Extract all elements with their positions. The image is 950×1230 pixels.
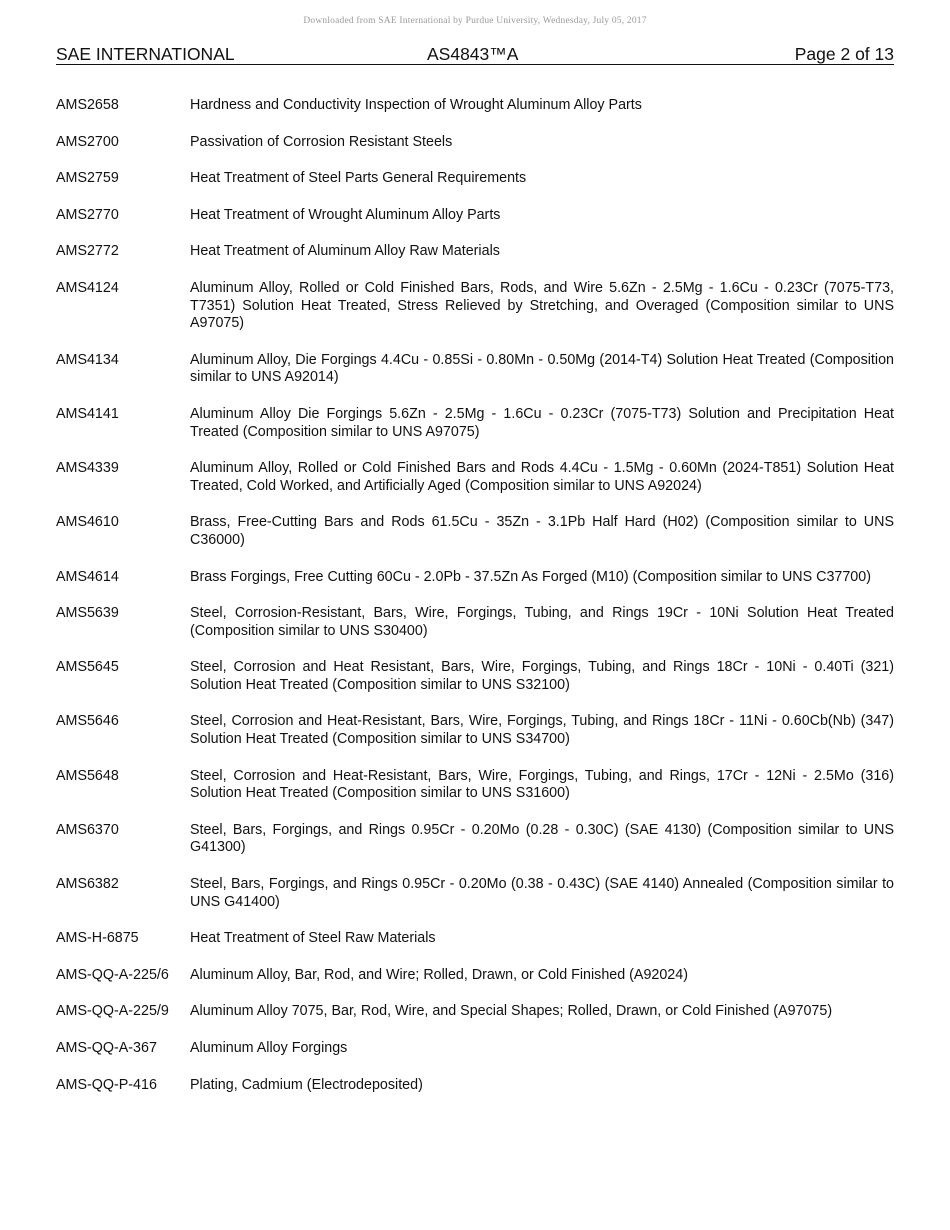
reference-item <box>56 243 894 261</box>
reference-title: Aluminum Alloy, Rolled or Cold Finished Bars and Rods 4.4Cu - 1.5Mg - 0.60Mn (2024-T851) Solution Heat Treated, Cold Worked, and Artificially Aged (Composition similar to UNS A92024) <box>190 460 894 494</box>
reference-code: AMS6382 <box>56 876 119 893</box>
reference-item <box>56 1040 894 1058</box>
reference-item <box>56 876 894 911</box>
reference-title: Heat Treatment of Aluminum Alloy Raw Materials <box>190 243 500 260</box>
reference-title: Passivation of Corrosion Resistant Steels <box>190 133 453 150</box>
reference-code: AMS5646 <box>56 713 119 730</box>
reference-code: AMS5639 <box>56 605 119 622</box>
reference-code: AMS4610 <box>56 514 119 531</box>
reference-code: AMS4141 <box>56 405 119 422</box>
reference-title: Brass Forgings, Free Cutting 60Cu - 2.0Pb - 37.5Zn As Forged (M10) (Composition similar to UNS C37700) <box>190 568 871 585</box>
reference-title: Aluminum Alloy, Die Forgings 4.4Cu - 0.85Si - 0.80Mn - 0.50Mg (2014-T4) Solution Heat Treated (Composition similar to UNS A92014) <box>190 351 894 386</box>
reference-item <box>56 569 894 587</box>
reference-code: AMS4339 <box>56 460 119 477</box>
reference-code: AMS2700 <box>56 133 119 150</box>
reference-title: Heat Treatment of Steel Raw Materials <box>190 930 436 947</box>
reference-title: Aluminum Alloy, Rolled or Cold Finished Bars, Rods, and Wire 5.6Zn - 2.5Mg - 1.6Cu - 0.23Cr (7075-T73, T7351) Solution Heat Treated, Stress Relieved by Stretching, and Overaged (Composition similar to UNS A97075) <box>190 279 894 332</box>
reference-title: Steel, Corrosion-Resistant, Bars, Wire, Forgings, Tubing, and Rings 19Cr - 10Ni Solution Heat Treated (Composition similar to UNS S30400) <box>190 605 894 639</box>
reference-item <box>56 460 894 495</box>
reference-title: Steel, Corrosion and Heat-Resistant, Bars, Wire, Forgings, Tubing, and Rings, 17Cr - 12Ni - 2.5Mo (316) Solution Heat Treated (Composition similar to UNS S31600) <box>190 767 894 802</box>
reference-item <box>56 967 894 985</box>
reference-code: AMS-QQ-A-367 <box>56 1040 157 1056</box>
reference-code: AMS-QQ-A-225/6 <box>56 966 169 983</box>
reference-title: Aluminum Alloy Forgings <box>190 1040 348 1056</box>
reference-title: Plating, Cadmium (Electrodeposited) <box>190 1076 423 1093</box>
reference-code: AMS-H-6875 <box>56 930 139 947</box>
reference-item <box>56 659 894 694</box>
reference-code: AMS4614 <box>56 568 119 585</box>
reference-code: AMS6370 <box>56 821 119 838</box>
reference-title: Steel, Bars, Forgings, and Rings 0.95Cr - 0.20Mo (0.28 - 0.30C) (SAE 4130) (Composition similar to UNS G41300) <box>190 821 894 856</box>
reference-item <box>56 97 894 115</box>
reference-title: Steel, Bars, Forgings, and Rings 0.95Cr - 0.20Mo (0.38 - 0.43C) (SAE 4140) Annealed (Composition similar to UNS G41400) <box>190 876 894 910</box>
reference-item <box>56 1077 894 1095</box>
reference-code: AMS4134 <box>56 351 119 368</box>
reference-code: AMS2770 <box>56 206 119 223</box>
reference-code: AMS2759 <box>56 170 119 187</box>
reference-code: AMS5648 <box>56 767 119 784</box>
reference-title: Heat Treatment of Steel Parts General Requirements <box>190 170 527 187</box>
reference-code: AMS-QQ-A-225/9 <box>56 1003 169 1020</box>
header-document-id: AS4843™A <box>427 44 519 64</box>
reference-item <box>56 280 894 333</box>
reference-list <box>56 97 894 1113</box>
reference-item <box>56 822 894 857</box>
reference-item <box>56 605 894 640</box>
reference-item <box>56 930 894 948</box>
reference-item <box>56 713 894 748</box>
reference-code: AMS2658 <box>56 97 119 113</box>
reference-code: AMS4124 <box>56 279 119 296</box>
reference-title: Brass, Free-Cutting Bars and Rods 61.5Cu - 35Zn - 3.1Pb Half Hard (H02) (Composition similar to UNS C36000) <box>190 514 894 548</box>
reference-item <box>56 514 894 549</box>
reference-title: Heat Treatment of Wrought Aluminum Alloy Parts <box>190 206 501 223</box>
reference-title: Aluminum Alloy, Bar, Rod, and Wire; Rolled, Drawn, or Cold Finished (A92024) <box>190 966 688 983</box>
reference-title: Hardness and Conductivity Inspection of Wrought Aluminum Alloy Parts <box>190 97 642 113</box>
reference-item <box>56 170 894 188</box>
reference-code: AMS-QQ-P-416 <box>56 1076 157 1093</box>
reference-item <box>56 207 894 225</box>
reference-title: Aluminum Alloy Die Forgings 5.6Zn - 2.5Mg - 1.6Cu - 0.23Cr (7075-T73) Solution and Precipitation Heat Treated (Composition similar to UNS A97075) <box>190 405 894 440</box>
reference-title: Steel, Corrosion and Heat Resistant, Bars, Wire, Forgings, Tubing, and Rings 18Cr - 10Ni - 0.40Ti (321) Solution Heat Treated (Composition similar to UNS S32100) <box>190 659 894 693</box>
page-header <box>56 44 894 65</box>
reference-title: Aluminum Alloy 7075, Bar, Rod, Wire, and Special Shapes; Rolled, Drawn, or Cold Finished (A97075) <box>190 1003 833 1020</box>
reference-item <box>56 352 894 387</box>
reference-code: AMS5645 <box>56 659 119 676</box>
reference-item <box>56 1003 894 1021</box>
header-organization: SAE INTERNATIONAL <box>56 44 235 64</box>
header-page-number: Page 2 of 13 <box>794 44 894 64</box>
download-watermark: Downloaded from SAE International by Purdue University, Wednesday, July 05, 2017 <box>303 16 647 26</box>
reference-item <box>56 768 894 803</box>
reference-item <box>56 134 894 152</box>
reference-item <box>56 406 894 441</box>
reference-code: AMS2772 <box>56 243 119 260</box>
reference-title: Steel, Corrosion and Heat-Resistant, Bars, Wire, Forgings, Tubing, and Rings 18Cr - 11Ni - 0.60Cb(Nb) (347) Solution Heat Treated (Composition similar to UNS S34700) <box>190 713 894 748</box>
